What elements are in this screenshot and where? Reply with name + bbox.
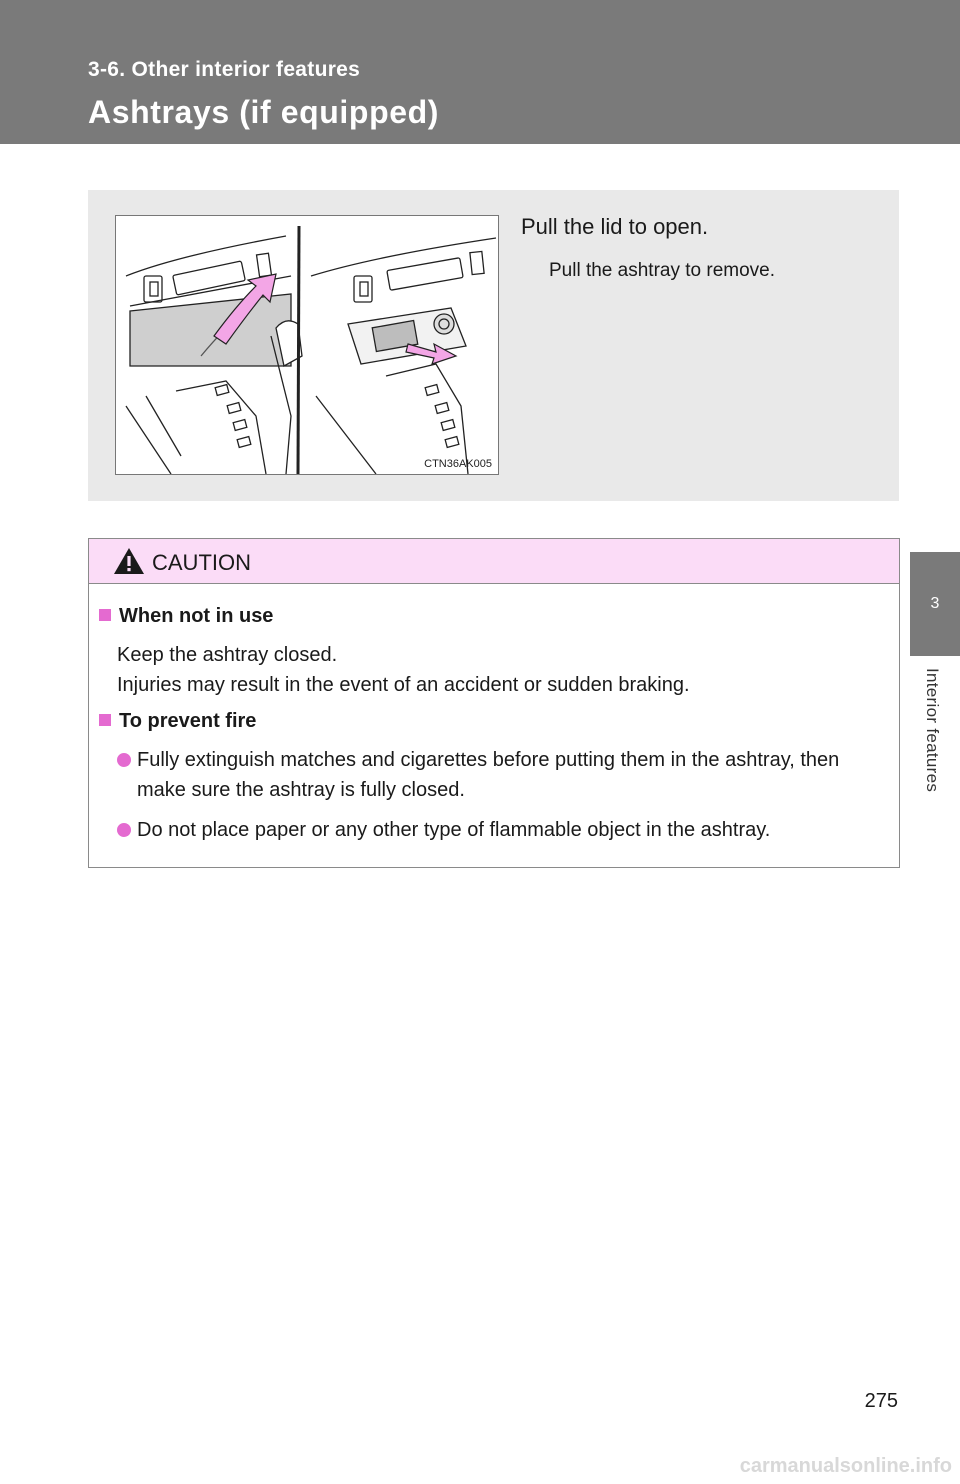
caution-header: [89, 539, 899, 584]
chapter-number: 3: [930, 595, 940, 612]
caution-title: CAUTION: [152, 550, 251, 575]
caution-text: Injuries may result in the event of an accident or sudden braking.: [117, 674, 690, 696]
round-bullet-icon: [117, 753, 131, 767]
caution-bullet: Do not place paper or any other type of flammable object in the ashtray.: [117, 815, 892, 845]
page-title: Ashtrays (if equipped): [88, 94, 440, 130]
step-instruction: Pull the lid to open.: [521, 214, 709, 239]
page-header: [0, 0, 960, 144]
caution-bullet: Fully extinguish matches and cigarettes before putting them in the ashtray, then make sure the ashtray is fully closed.: [117, 745, 892, 805]
page-number: 275: [864, 1390, 898, 1412]
square-bullet-icon: [99, 714, 111, 726]
illustration-panel: [88, 190, 899, 501]
section-label: 3-6. Other interior features: [88, 58, 361, 81]
chapter-tab[interactable]: [910, 552, 960, 656]
ashtray-illustration: [115, 215, 499, 475]
chapter-label: Interior features: [923, 668, 942, 793]
warning-triangle-icon: [113, 547, 145, 575]
square-bullet-icon: [99, 609, 111, 621]
dashboard-drawing: [116, 216, 498, 474]
caution-box: [88, 538, 900, 868]
step-sub-instruction: Pull the ashtray to remove.: [549, 260, 775, 281]
round-bullet-icon: [117, 823, 131, 837]
illustration-code: CTN36AK005: [424, 458, 492, 470]
watermark: carmanualsonline.info: [739, 1455, 952, 1477]
caution-text: Keep the ashtray closed.: [117, 644, 338, 666]
caution-subheading: When not in use: [99, 605, 273, 628]
caution-subheading: To prevent fire: [99, 710, 256, 733]
